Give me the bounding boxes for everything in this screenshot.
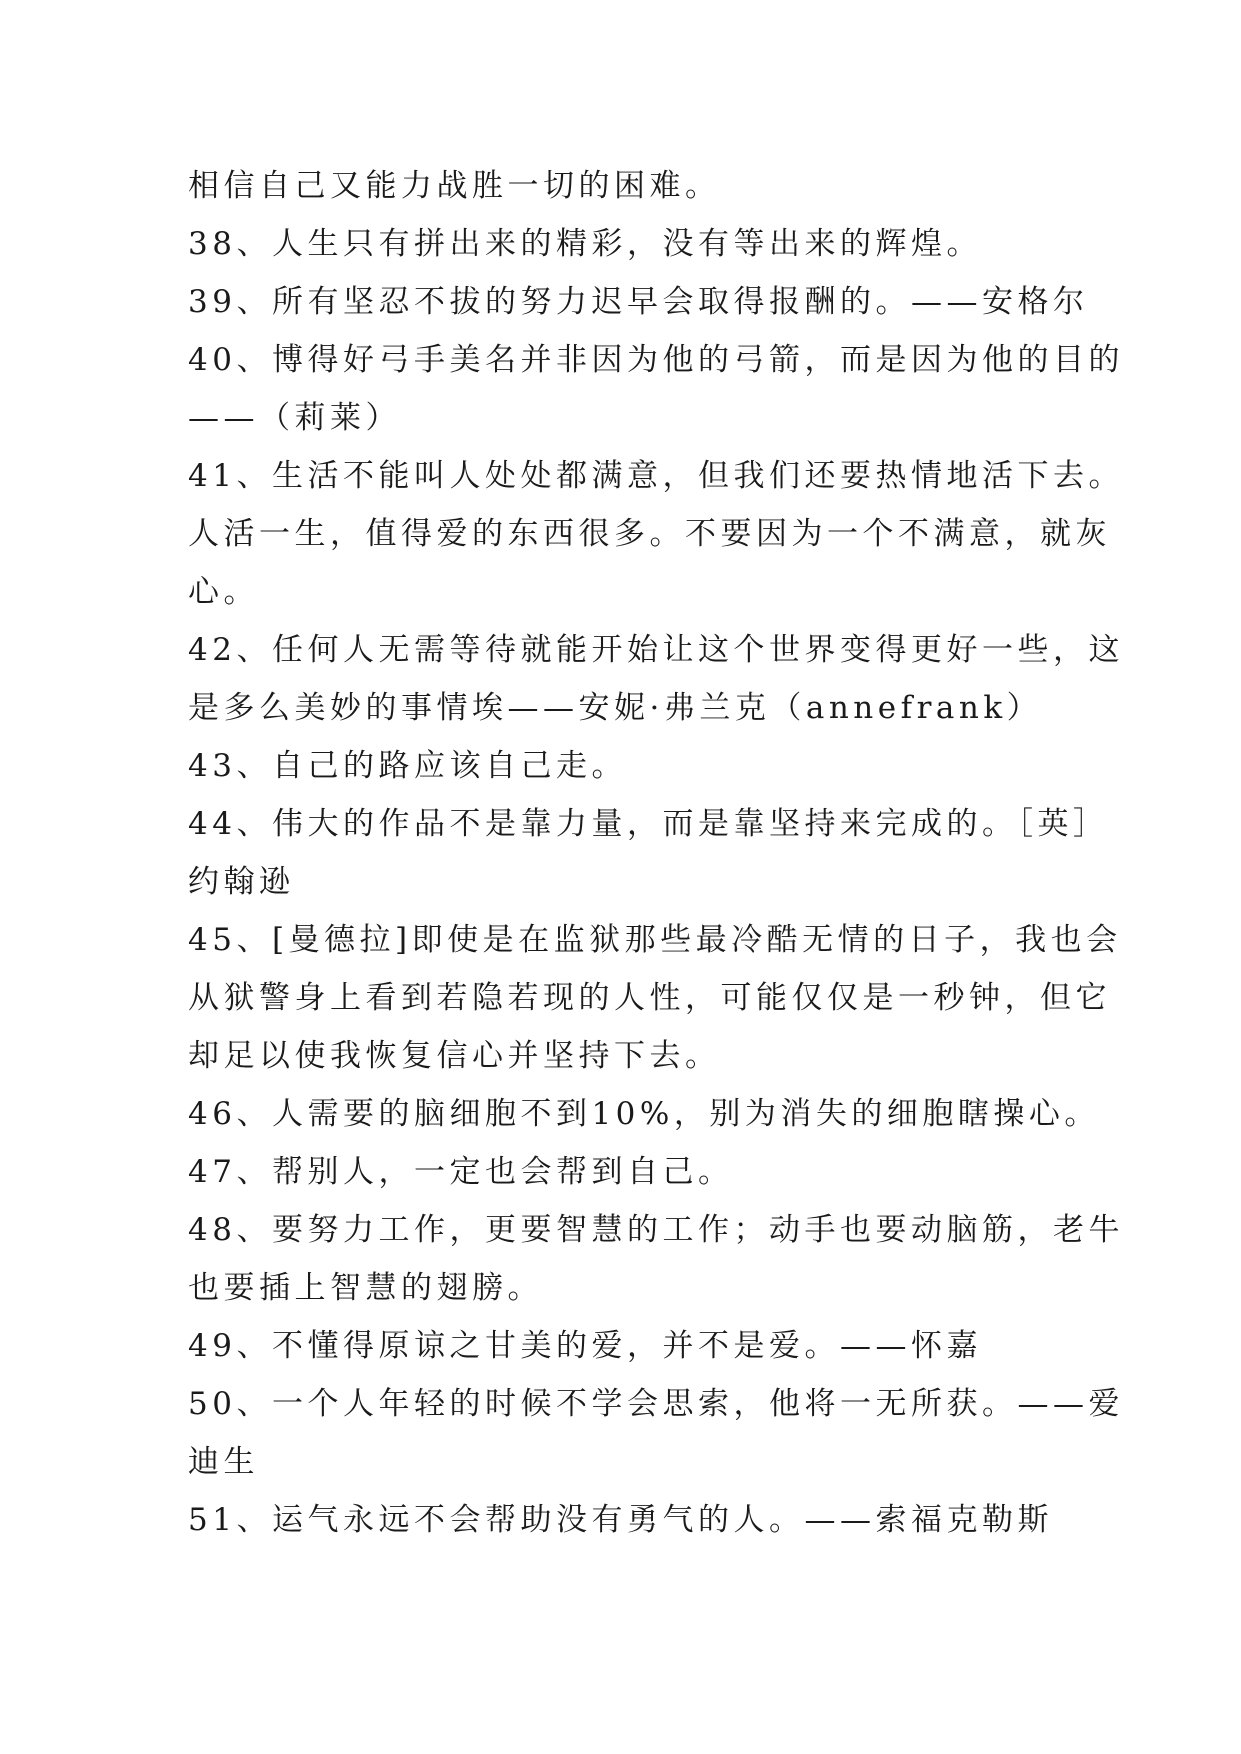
text-line: 51、运气永远不会帮助没有勇气的人。——索福克勒斯 [188, 1502, 1053, 1538]
text-line: 约翰逊 [188, 864, 295, 900]
text-line: 39、所有坚忍不拔的努力迟早会取得报酬的。——安格尔 [188, 284, 1089, 320]
text-line: 38、人生只有拼出来的精彩，没有等出来的辉煌。 [188, 226, 982, 262]
text-line: 相信自己又能力战胜一切的困难。 [188, 168, 721, 204]
text-line: 42、任何人无需等待就能开始让这个世界变得更好一些，这 [188, 632, 1124, 668]
text-line: 从狱警身上看到若隐若现的人性，可能仅仅是一秒钟，但它 [188, 980, 1111, 1016]
text-line: 是多么美妙的事情埃——安妮·弗兰克（annefrank） [188, 690, 1043, 726]
text-line: 迪生 [188, 1444, 259, 1480]
text-line: 40、博得好弓手美名并非因为他的弓箭，而是因为他的目的 [188, 342, 1124, 378]
text-line: 心。 [188, 574, 259, 610]
text-line: 却足以使我恢复信心并坚持下去。 [188, 1038, 721, 1074]
text-line: 47、帮别人，一定也会帮到自己。 [188, 1154, 734, 1190]
text-line: 45、[曼德拉]即使是在监狱那些最冷酷无情的日子，我也会 [188, 922, 1122, 958]
document-body [188, 157, 1124, 1549]
text-line: 50、一个人年轻的时候不学会思索，他将一无所获。——爱 [188, 1386, 1124, 1422]
text-line: 48、要努力工作，更要智慧的工作；动手也要动脑筋，老牛 [188, 1212, 1124, 1248]
text-line: 46、人需要的脑细胞不到10%，别为消失的细胞瞎操心。 [188, 1096, 1100, 1132]
text-line: ——（莉莱） [188, 400, 401, 436]
text-line: 也要插上智慧的翅膀。 [188, 1270, 543, 1306]
text-line: 49、不懂得原谅之甘美的爱，并不是爱。——怀嘉 [188, 1328, 982, 1364]
text-line: 44、伟大的作品不是靠力量，而是靠坚持来完成的。［英］ [188, 806, 1109, 842]
text-line: 人活一生，值得爱的东西很多。不要因为一个不满意，就灰 [188, 516, 1111, 552]
text-line: 41、生活不能叫人处处都满意，但我们还要热情地活下去。 [188, 458, 1124, 494]
text-line: 43、自己的路应该自己走。 [188, 748, 627, 784]
